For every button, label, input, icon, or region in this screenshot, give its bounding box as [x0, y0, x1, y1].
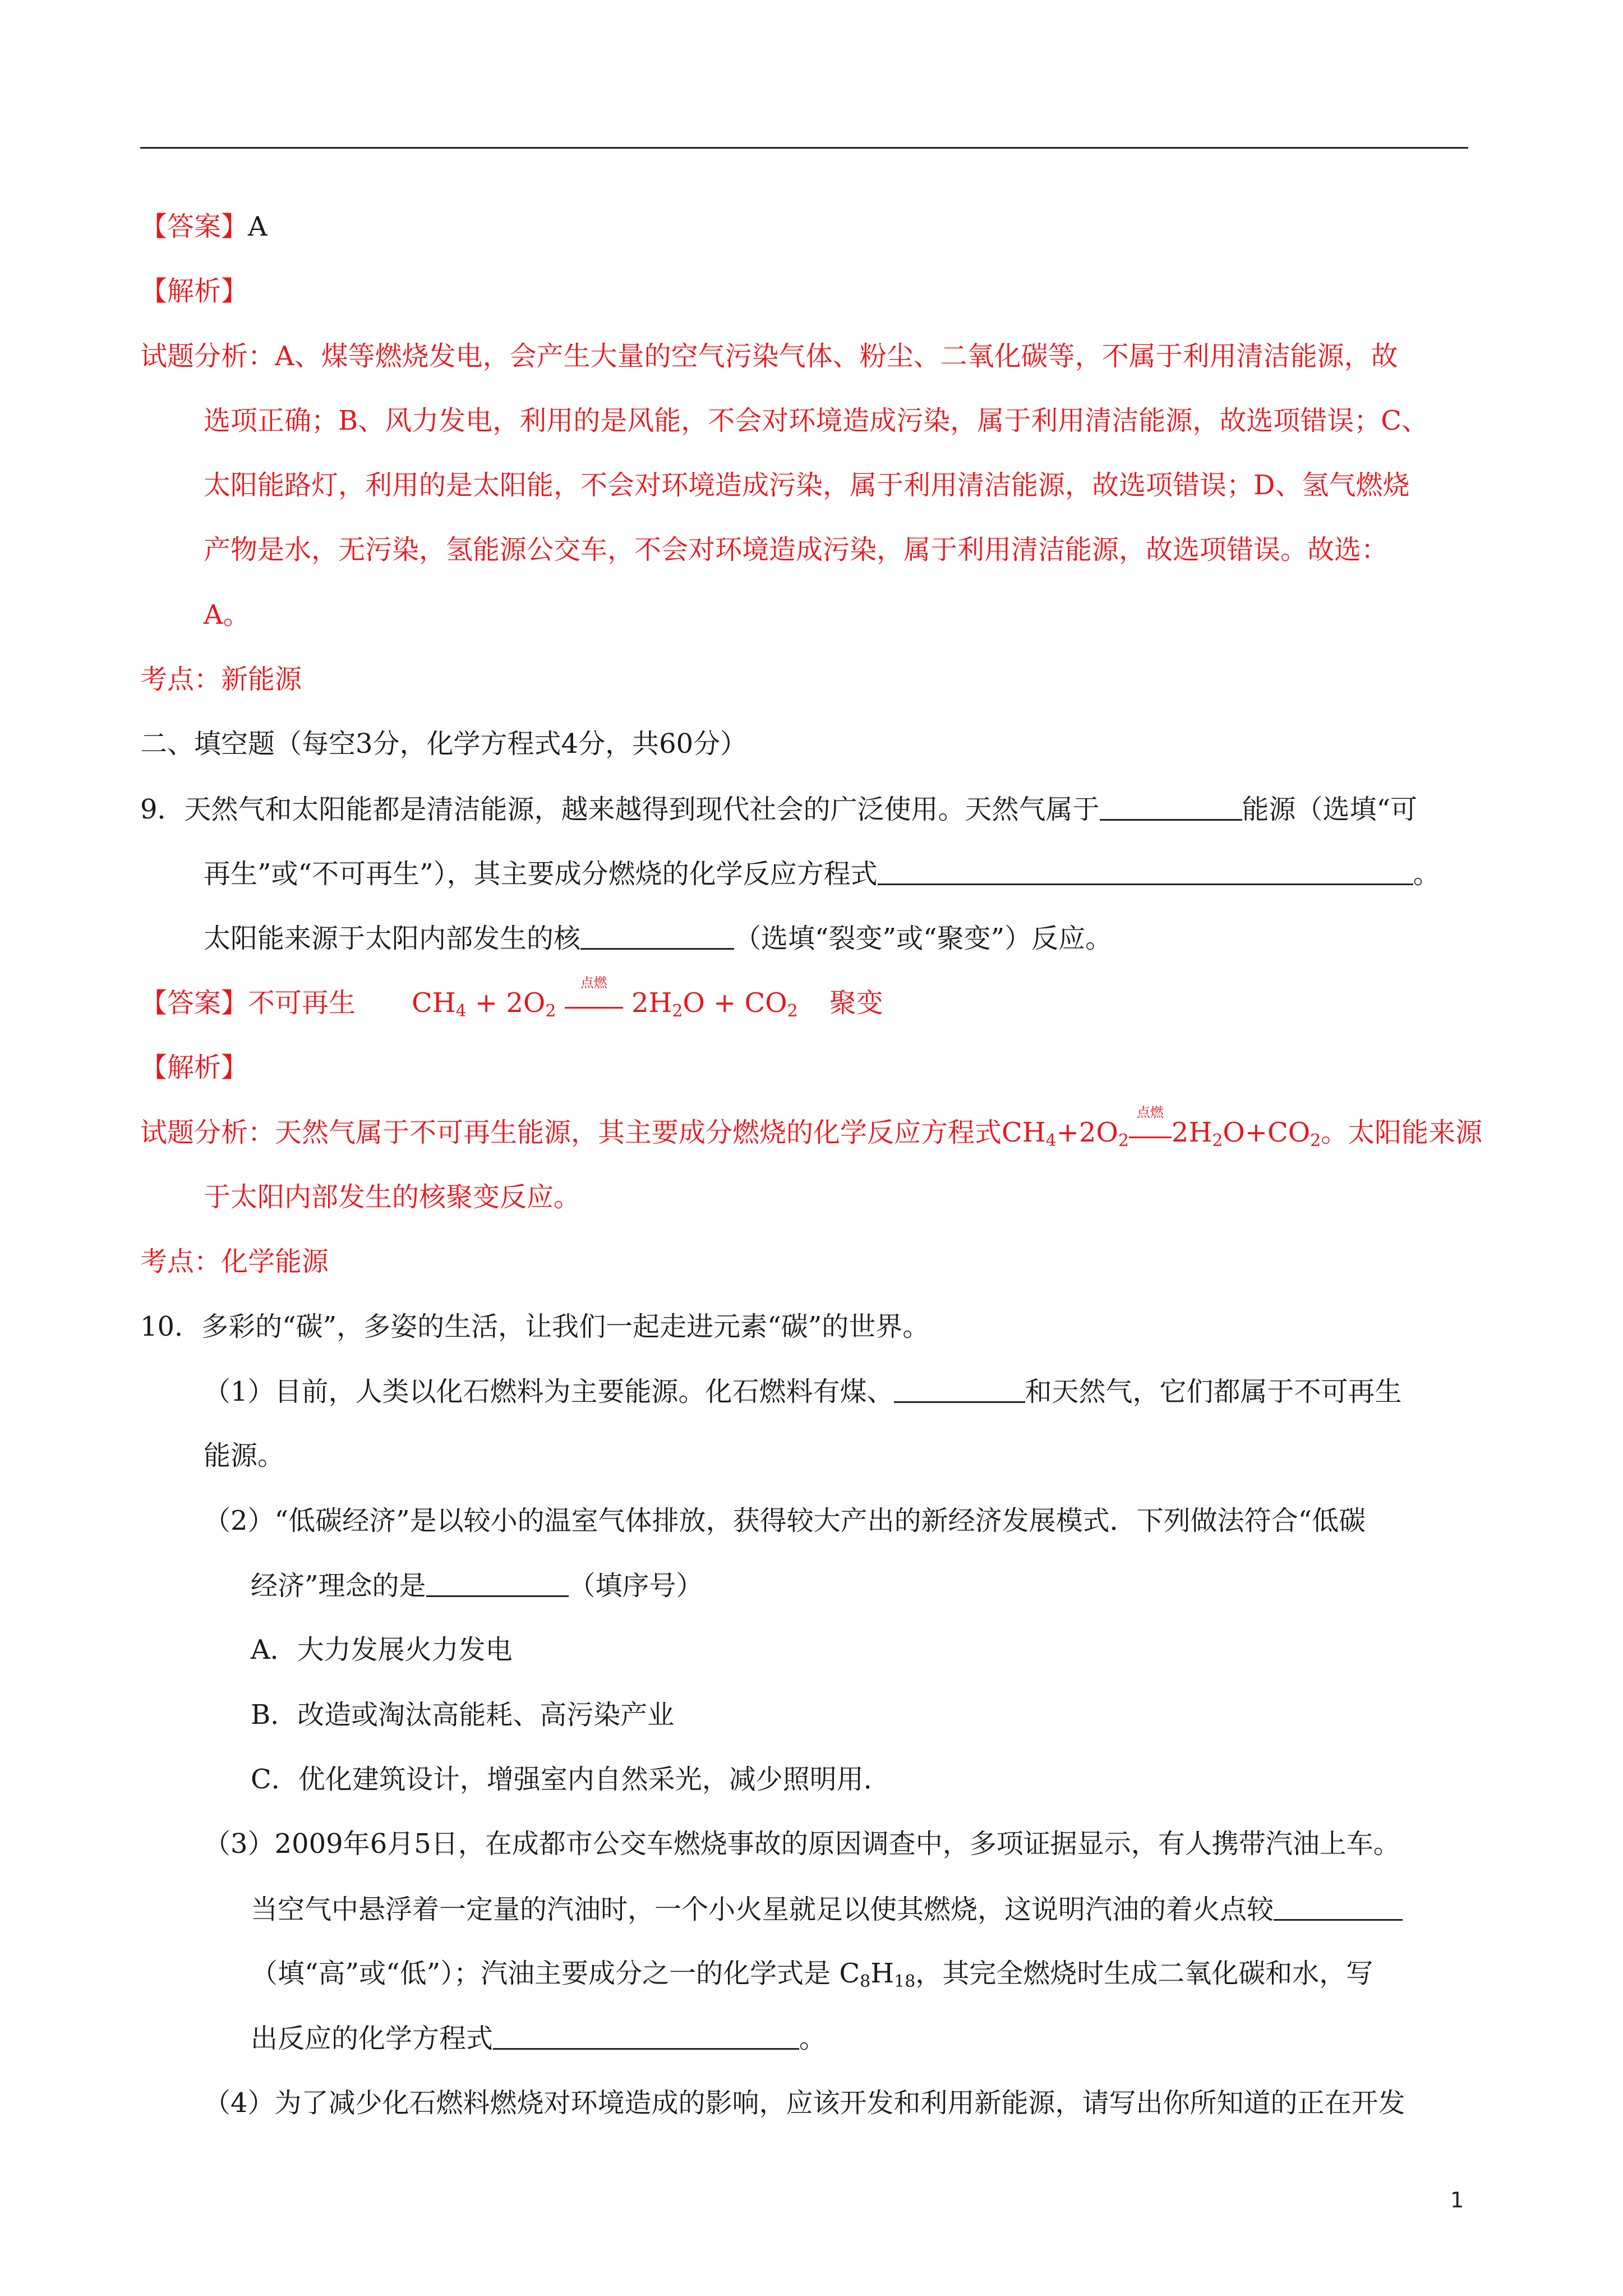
- q9-line-1: [140, 791, 1417, 827]
- q10-part-3-cont2: （填“高”或“低”）；汽油主要成分之一的化学式是 $C_8H_{18}$，其完全燃烧时生成二氧化碳和水，写: [251, 1958, 1373, 1991]
- q9-text: 。: [1413, 858, 1440, 890]
- q9-analysis-equation: $CH_4+2O_2$ 点燃 $2H_2O+CO_2$: [1002, 1105, 1321, 1151]
- q9-line-3: [204, 920, 1112, 956]
- option-b: B．改造或淘汰高能耗、高污染产业: [251, 1699, 675, 1731]
- option-c: C．优化建筑设计，增强室内自然采光，减少照明用．: [251, 1764, 891, 1795]
- q9-answer-1: 不可再生: [248, 987, 356, 1019]
- q8-analysis-line-2: 选项正确；B、风力发电，利用的是风能，不会对环境造成污染，属于利用清洁能源，故选项错误；C、: [204, 405, 1429, 436]
- q9-analysis-line-1: 试题分析：天然气属于不可再生能源，其主要成分燃烧的化学反应方程式$CH_4+2O_2$ 点燃 $2H_2O+CO_2$。太阳能来源: [140, 1105, 1483, 1151]
- q10-part-1-cont: 能源。: [204, 1440, 285, 1471]
- page-number: 1: [1450, 2188, 1464, 2212]
- q10-part-2-cont: 经济”理念的是 （填序号）: [251, 1567, 703, 1604]
- q8-analysis-line-4: 产物是水，无污染，氢能源公交车，不会对环境造成污染，属于利用清洁能源，故选项错误。故选：: [204, 534, 1389, 565]
- q8-analysis-line-1: 试题分析：A、煤等燃烧发电，会产生大量的空气污染气体、粉尘、二氧化碳等，不属于利用清洁能源，故: [140, 341, 1398, 372]
- answer-blank[interactable]: [894, 1373, 1025, 1403]
- answer-blank[interactable]: [426, 1567, 569, 1597]
- q8-analysis-label: 【解析】: [140, 275, 248, 307]
- q8-analysis-line-5: A。: [204, 599, 250, 631]
- answer-blank[interactable]: [878, 855, 1413, 885]
- q9-text: 9．天然气和太阳能都是清洁能源，越来越得到现代社会的广泛使用。天然气属于: [140, 794, 1100, 825]
- header-rule: [140, 147, 1468, 149]
- answer-label: 【答案】: [140, 987, 248, 1019]
- section-title: 二、填空题（每空3分，化学方程式4分，共60分）: [140, 728, 748, 760]
- q9-analysis-label: 【解析】: [140, 1052, 248, 1083]
- q9-equation: $CH_4 + 2O_2$ 点燃 $2H_2O + CO_2$: [412, 975, 798, 1021]
- option-a: A．大力发展火力发电: [251, 1634, 513, 1665]
- q9-kaodian: 考点：化学能源: [140, 1246, 329, 1277]
- q10-part-3-cont3: 出反应的化学方程式 。: [251, 2020, 826, 2056]
- q10-part-3: （3）2009年6月5日，在成都市公交车燃烧事故的原因调查中，多项证据显示，有人携带汽油上车。: [204, 1828, 1400, 1860]
- q9-text: 太阳能来源于太阳内部发生的核: [204, 923, 581, 954]
- answer-blank[interactable]: [1274, 1891, 1403, 1921]
- q10-stem: 10．多彩的“碳”，多姿的生活，让我们一起走进元素“碳”的世界。: [140, 1311, 930, 1342]
- reaction-condition: 点燃: [1129, 1115, 1172, 1151]
- reaction-condition: 点燃: [565, 985, 623, 1021]
- q9-analysis-line-2: 于太阳内部发生的核聚变反应。: [204, 1181, 581, 1213]
- q9-text: 能源（选填“可: [1242, 794, 1418, 825]
- q9-answer-3: 聚变: [829, 987, 883, 1019]
- q9-line-2: [204, 855, 1440, 892]
- q8-kaodian: 考点：新能源: [140, 664, 302, 695]
- q10-part-3-cont: 当空气中悬浮着一定量的汽油时，一个小火星就足以使其燃烧，这说明汽油的着火点较: [251, 1891, 1403, 1927]
- q8-answer: A: [248, 211, 268, 242]
- answer-label: 【答案】: [140, 211, 248, 242]
- q10-part-2: （2）“低碳经济”是以较小的温室气体排放，获得较大产出的新经济发展模式．下列做法符合“低碳: [204, 1505, 1366, 1536]
- q9-text: 再生”或“不可再生”），其主要成分燃烧的化学反应方程式: [204, 858, 878, 890]
- q8-answer-line: [140, 209, 268, 245]
- answer-blank[interactable]: [580, 920, 734, 950]
- q9-answer-line: [140, 975, 883, 1021]
- q9-text: （选填“裂变”或“聚变”）反应。: [734, 923, 1113, 954]
- q10-part-1: （1）目前，人类以化石燃料为主要能源。化石燃料有煤、 和天然气，它们都属于不可再生: [204, 1373, 1402, 1410]
- answer-blank[interactable]: [493, 2020, 799, 2050]
- answer-blank[interactable]: [1100, 791, 1242, 821]
- q8-analysis-line-3: 太阳能路灯，利用的是太阳能，不会对环境造成污染，属于利用清洁能源，故选项错误；D、氢气燃烧: [204, 470, 1410, 501]
- q10-part-4: （4）为了减少化石燃料燃烧对环境造成的影响，应该开发和利用新能源，请写出你所知道的正在开发: [204, 2087, 1405, 2119]
